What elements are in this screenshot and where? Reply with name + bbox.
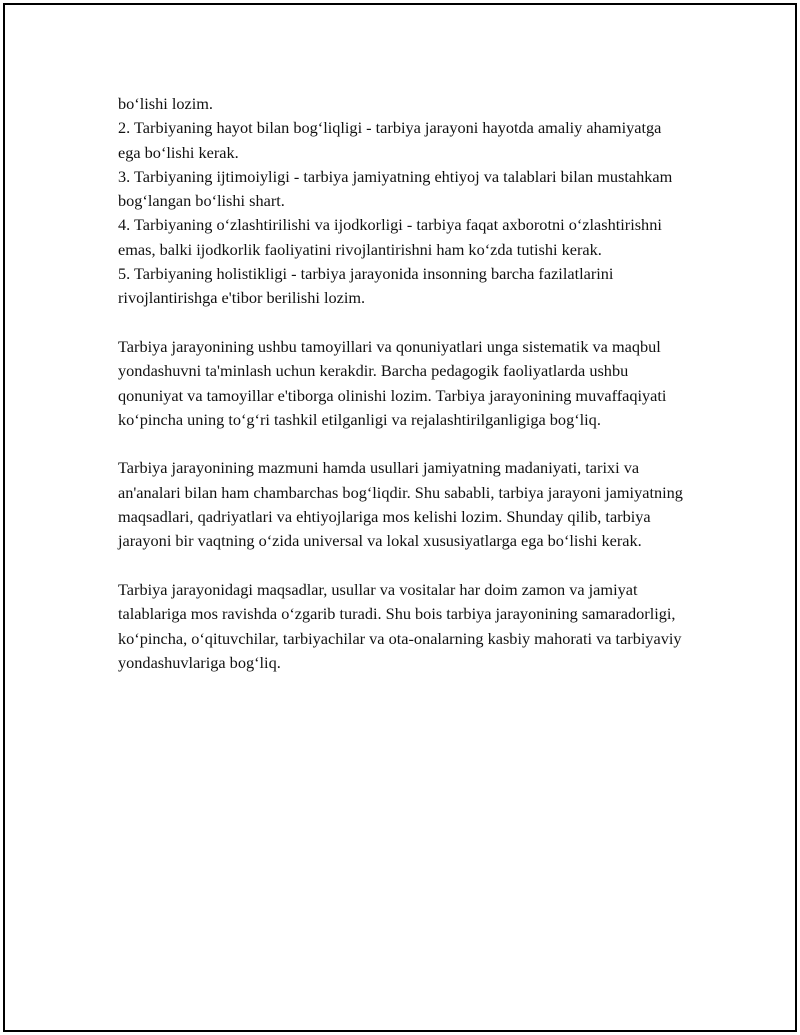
- paragraph-gap: [118, 554, 688, 578]
- list-item-2: 2. Tarbiyaning hayot bilan bogʻliqligi - tarbiya jarayoni hayotda amaliy ahamiyatga ega boʻlishi kerak.: [118, 118, 662, 162]
- list-continuation: boʻlishi lozim.: [118, 94, 213, 113]
- paragraph-principles-summary: Tarbiya jarayonining ushbu tamoyillari va qonuniyatlari unga sistematik va maqbul yondashuvni ta'minlash uchun kerakdir. Barcha pedagogik faoliyatlarda ushbu qonuniyat va tamoyillar e'tiborga olinishi lozim. Tarbiya jarayonining muvaffaqiyati koʻpincha uning toʻgʻri tashkil etilganligi va rejalashtirilganligiga bogʻliq.: [118, 336, 667, 429]
- list-item-3: 3. Tarbiyaning ijtimoiyligi - tarbiya jamiyatning ehtiyoj va talablari bilan mustahkam bogʻlangan boʻlishi shart.: [118, 166, 673, 211]
- paragraph-goals-methods: Tarbiya jarayonidagi maqsadlar, usullar va vositalar har doim zamon va jamiyat talablariga mos ravishda oʻzgarib turadi. Shu bois tarbiya jarayonining samaradorligi, koʻpincha, oʻqituvchilar, tarbiyachilar va ota-onalarning kasbiy mahorati va tarbiyaviy yondashuvlariga bogʻliq.: [118, 579, 682, 672]
- list-item-4: 4. Tarbiyaning oʻzlashtirilishi va ijodkorligi - tarbiya faqat axborotni oʻzlashtirishni emas, balki ijodkorlik faoliyatini rivojlantirishni ham koʻzda tutishi kerak.: [118, 215, 662, 259]
- document-body: [118, 92, 688, 675]
- paragraph-gap: [118, 311, 688, 335]
- list-item-5: 5. Tarbiyaning holistikligi - tarbiya jarayonida insonning barcha fazilatlarini rivojlantirishga e'tibor berilishi lozim.: [118, 264, 614, 308]
- principles-list: [118, 92, 688, 311]
- paragraph-gap: [118, 432, 688, 456]
- paragraph-content-culture: Tarbiya jarayonining mazmuni hamda usullari jamiyatning madaniyati, tarixi va an'analari bilan ham chambarchas bogʻliqdir. Shu sababli, tarbiya jarayoni jamiyatning maqsadlari, qadriyatlari va ehtiyojlariga mos kelishi lozim. Shunday qilib, tarbiya jarayoni bir vaqtning oʻzida universal va lokal xususiyatlarga ega boʻlishi kerak.: [118, 458, 683, 551]
